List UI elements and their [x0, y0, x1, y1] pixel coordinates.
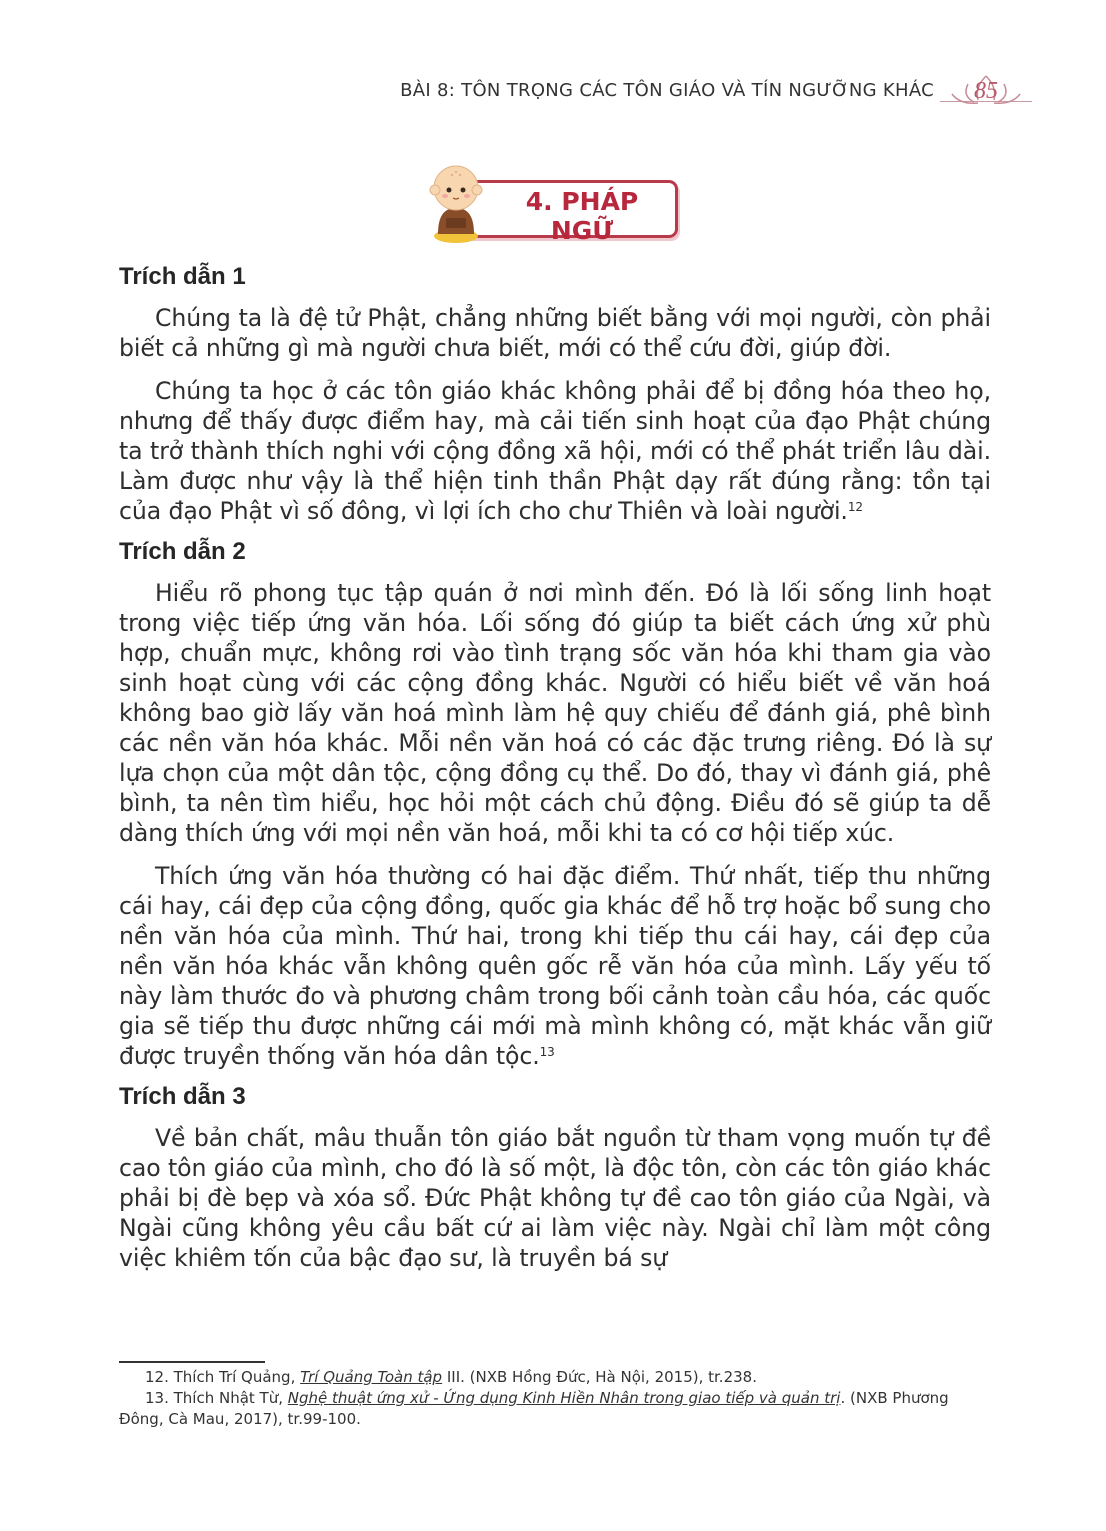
- section-banner: [424, 156, 684, 248]
- quote-paragraph: Hiểu rõ phong tục tập quán ở nơi mình đến. Đó là lối sống linh hoạt trong việc tiếp ứng văn hóa. Lối sống đó giúp ta biết cách ứng xử phù hợp, chuẩn mực, không rơi vào tình trạng sốc văn hóa khi tham gia vào sinh hoạt cùng với các cộng đồng khác. Người có hiểu biết về văn hoá không bao giờ lấy văn hoá mình làm hệ quy chiếu để đánh giá, phê bình các nền văn hóa khác. Mỗi nền văn hoá có các đặc trưng riêng. Đó là sự lựa chọn của một dân tộc, cộng đồng cụ thể. Do đó, thay vì đánh giá, phê bình, ta nên tìm hiểu, học hỏi một cách chủ động. Điều đó sẽ giúp ta dễ dàng thích ứng với mọi nền văn hoá, mỗi khi ta có cơ hội tiếp xúc.: [119, 579, 991, 847]
- quote-paragraph: Về bản chất, mâu thuẫn tôn giáo bắt nguồn từ tham vọng muốn tự đề cao tôn giáo của mình, cho đó là số một, là độc tôn, còn các tôn giáo khác phải bị đè bẹp và xóa sổ. Đức Phật không tự đề cao tôn giáo của Ngài, và Ngài cũng không yêu cầu bất cứ ai làm việc này. Ngài chỉ làm một công việc khiêm tốn của bậc đạo sư, là truyền bá sự: [119, 1124, 991, 1272]
- footnote-12: [119, 1367, 991, 1388]
- paragraph-text: Thích ứng văn hóa thường có hai đặc điểm. Thứ nhất, tiếp thu những cái hay, cái đẹp của cộng đồng, quốc gia khác để hỗ trợ hoặc bổ sung cho nền văn hóa của mình. Thứ hai, trong khi tiếp thu cái hay, cái đẹp của nền văn hóa khác vẫn không quên gốc rễ văn hóa của mình. Lấy yếu tố này làm thước đo và phương châm trong bối cảnh toàn cầu hóa, các quốc gia sẽ tiếp thu được những cái mới mà mình không có, mặt khác vẫn giữ được truyền thống văn hóa dân tộc.: [119, 862, 991, 1070]
- paragraph-text: Chúng ta học ở các tôn giáo khác không phải để bị đồng hóa theo họ, nhưng để thấy được điểm hay, mà cải tiến sinh hoạt của đạo Phật chúng ta trở thành thích nghi với cộng đồng xã hội, mới có thể phát triển lâu dài. Làm được như vậy là thể hiện tinh thần Phật dạy rất đúng rằng: tồn tại của đạo Phật vì số đông, vì lợi ích cho chư Thiên và loài người.: [119, 377, 991, 525]
- quote-heading: Trích dẫn 3: [119, 1083, 246, 1110]
- page-number: 85: [974, 78, 998, 104]
- running-header: [0, 74, 1106, 114]
- quote-paragraph: [119, 376, 991, 526]
- chapter-title: BÀI 8: TÔN TRỌNG CÁC TÔN GIÁO VÀ TÍN NGƯỠNG KHÁC: [400, 80, 934, 101]
- quote-heading: Trích dẫn 1: [119, 263, 246, 290]
- footnote-book-title: Trí Quảng Toàn tập: [300, 1368, 443, 1386]
- footnote-ref[interactable]: 12: [847, 500, 863, 514]
- quote-paragraph: [119, 861, 991, 1071]
- section-label: 4. PHÁP NGỮ: [525, 187, 639, 245]
- footnote-lead: 13. Thích Nhật Từ,: [145, 1389, 288, 1407]
- footnotes: [119, 1367, 991, 1430]
- footnote-rule: [119, 1361, 265, 1363]
- footnote-book-title: Nghệ thuật ứng xử - Ứng dụng Kinh Hiền Nhân trong giao tiếp và quản trị: [287, 1389, 841, 1407]
- monk-mascot-icon: [424, 156, 488, 246]
- main-content: [119, 262, 991, 1273]
- footnote-13: [119, 1388, 991, 1430]
- footnote-ref[interactable]: 13: [539, 1045, 555, 1059]
- footnote-rest: III. (NXB Hồng Đức, Hà Nội, 2015), tr.238.: [442, 1368, 757, 1386]
- quote-heading: Trích dẫn 2: [119, 538, 246, 565]
- footnote-lead: 12. Thích Trí Quảng,: [145, 1368, 301, 1386]
- quote-paragraph: Chúng ta là đệ tử Phật, chẳng những biết bằng với mọi người, còn phải biết cả những gì mà người chưa biết, mới có thể cứu đời, giúp đời.: [119, 304, 991, 362]
- footnote-rest: . (NXB Phương Đông, Cà Mau, 2017), tr.99-100.: [119, 1389, 949, 1428]
